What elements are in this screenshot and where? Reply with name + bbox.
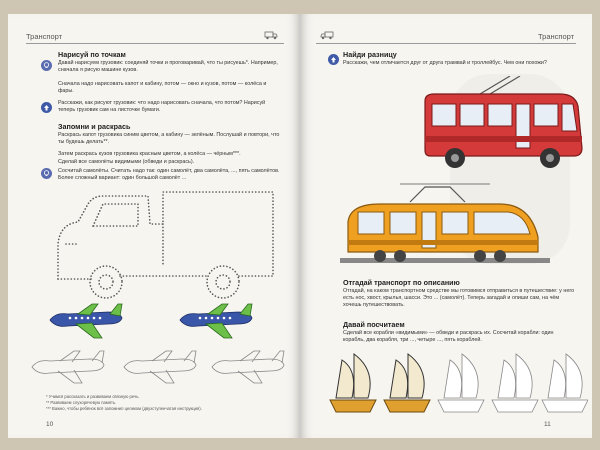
left-s1-p1: Давай нарисуем грузовик: соединяй точки и проговаривай, что ты рисуешь*. Например, сначала я рисую машине кузов.	[58, 60, 278, 74]
left-s1-p2: Сначала надо нарисовать капот и кабину, потом — окно и кузов, потом — колёса и фары.	[58, 81, 267, 95]
right-header-rule	[316, 43, 576, 44]
footnote-3: *** Важно, чтобы ребёнок всё запомнил целиком (двухступенчатая инструкция).	[46, 406, 202, 411]
left-s2-p1: Раскрась капот грузовика синим цветом, а кабину — зелёным. Послушай и повтори, что ты будешь делать**.	[58, 132, 280, 146]
plane-outline	[208, 349, 288, 385]
footnote-1: * Учимся рассказать и развиваем связную речь.	[46, 394, 140, 399]
right-s1-p1: Расскажи, чем отличается друг от друга трамвай и троллейбус. Чем они похожи?	[343, 60, 547, 66]
truck-icon	[320, 30, 334, 40]
right-s3-p1: Сделай все корабли «видимыми» — обведи и раскрась их. Сосчитай корабли: один корабль, два корабля, три ..., четыре ..., пять кораблей.	[343, 330, 554, 344]
plane-outline	[120, 349, 200, 385]
right-s1-title: Найди разницу	[343, 50, 397, 59]
right-header: Транспорт	[538, 32, 575, 41]
speech-icon	[328, 54, 339, 65]
boat-colored	[384, 354, 430, 412]
right-page-number: 11	[544, 421, 551, 428]
truck-icon	[264, 30, 278, 40]
tram-illustration	[340, 182, 550, 272]
left-header: Транспорт	[26, 32, 63, 41]
left-s2-p4: Сосчитай самолёты. Считать надо так: один самолёт, два самолёта, ..., пять самолётов. Более сложный вариант: один большой самолёт ...	[58, 168, 280, 182]
boat-colored	[330, 354, 376, 412]
boats-row	[328, 350, 588, 420]
trolleybus-illustration	[410, 76, 590, 176]
bulb-icon	[41, 168, 52, 179]
right-s3-title: Давай посчитаем	[343, 320, 405, 329]
left-s1-title: Нарисуй по точкам	[58, 50, 126, 59]
right-s2-p1: Отгадай, на каком транспортном средстве мы готовимся отправиться в путешествие: у него есть нос, хвост, крылья, шасси. Это ... (самолёт). Теперь загадай и опиши сам, на чём хочешь путешествовать.	[343, 288, 575, 309]
left-s2-title: Запомни и раскрась	[58, 122, 131, 131]
speech-icon	[41, 102, 52, 113]
left-s1-p3: Расскажи, как рисуют грузовик: что надо нарисовать сначала, что потом? Нарисуй теперь грузовик сам на листочке бумаги.	[58, 100, 266, 114]
boat-outline	[542, 354, 588, 412]
bulb-icon	[41, 60, 52, 71]
plane-colored	[46, 302, 126, 342]
right-s2-title: Отгадай транспорт по описанию	[343, 278, 460, 287]
plane-outline	[28, 349, 108, 385]
boat-outline	[438, 354, 484, 412]
left-header-rule	[26, 43, 284, 44]
plane-colored	[176, 302, 256, 342]
footnote-2: ** Развиваем слухоречевую память.	[46, 400, 117, 405]
left-s2-p3: Сделай все самолёты видимыми (обведи и раскрась).	[58, 159, 195, 165]
left-s2-p2: Затем раскрась кузов грузовика красным цветом, а колёса — чёрным***.	[58, 151, 241, 157]
dotted-truck	[38, 184, 288, 304]
left-page-number: 10	[46, 421, 54, 428]
right-page	[300, 14, 592, 438]
workbook-spread	[8, 14, 592, 438]
left-page	[8, 14, 300, 438]
boat-outline	[492, 354, 538, 412]
